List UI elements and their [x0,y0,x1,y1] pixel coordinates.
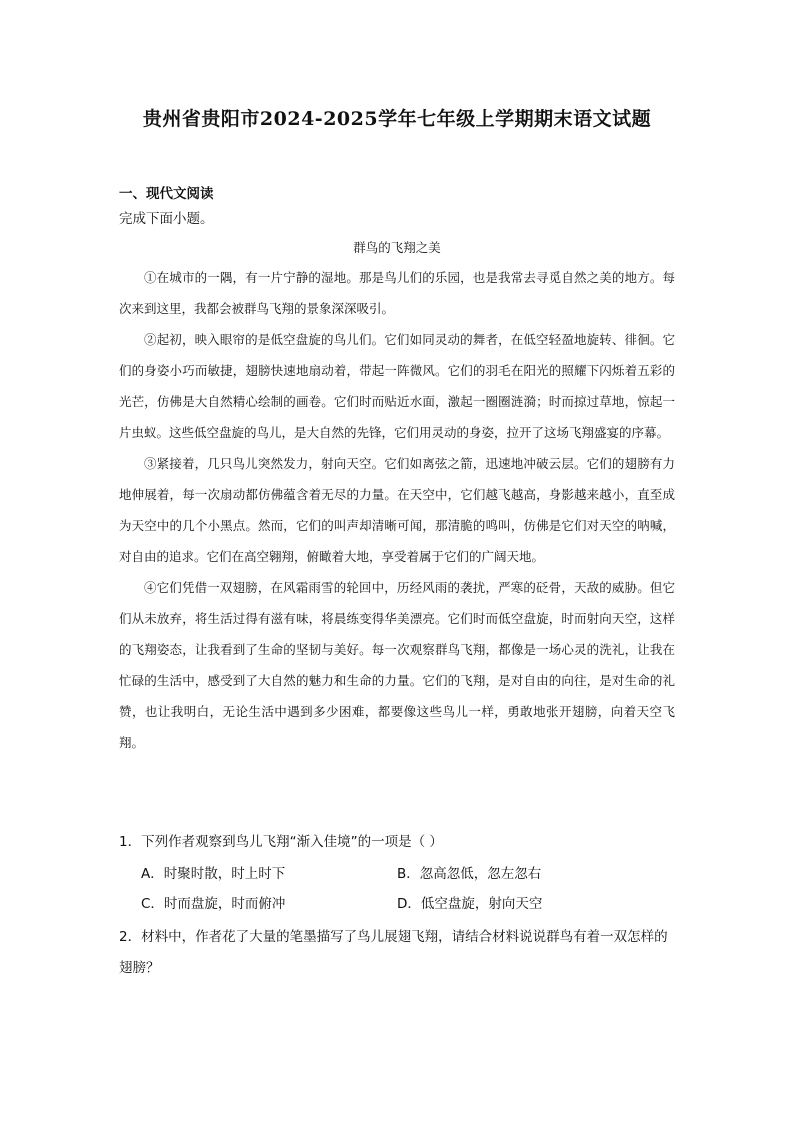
question-1-option-c: C．时而盘旋，时而俯冲 [141,896,286,912]
question-1-option-b: B．忽高忽低，忽左忽右 [397,866,542,882]
question-1-option-a: A．时聚时散，时上时下 [141,866,286,882]
article-body [119,262,675,758]
question-2-stem: 2．材料中，作者花了大量的笔墨描写了鸟儿展翅飞翔，请结合材料说说群鸟有着一双怎样的翅膀？ [119,929,668,976]
article-title: 群鸟的飞翔之美 [353,240,441,255]
article-paragraph-1: ①在城市的一隅，有一片宁静的湿地。那是鸟儿们的乐园，也是我常去寻觅自然之美的地方。每次来到这里，我都会被群鸟飞翔的景象深深吸引。 [119,270,675,316]
page-title: 贵州省贵阳市2024-2025学年七年级上学期期末语文试题 [142,108,652,130]
question-1-option-d: D．低空盘旋，射向天空 [397,896,543,912]
article-paragraph-2: ②起初，映入眼帘的是低空盘旋的鸟儿们。它们如同灵动的舞者，在低空轻盈地旋转、徘徊。它们的身姿小巧而敏捷，翅膀快速地扇动着，带起一阵微风。它们的羽毛在阳光的照耀下闪烁着五彩的光芒，仿佛是大自然精心绘制的画卷。它们时而贴近水面，激起一圈圈涟漪；时而掠过草地，惊起一片虫蚁。这些低空盘旋的鸟儿，是大自然的先锋，它们用灵动的身姿，拉开了这场飞翔盛宴的序幕。 [119,332,675,440]
article-paragraph-3: ③紧接着，几只鸟儿突然发力，射向天空。它们如离弦之箭，迅速地冲破云层。它们的翅膀有力地伸展着，每一次扇动都仿佛蕴含着无尽的力量。在天空中，它们越飞越高，身影越来越小，直至成为天空中的几个小黑点。然而，它们的叫声却清晰可闻，那清脆的鸣叫，仿佛是它们对天空的呐喊，对自由的追求。它们在高空翱翔，俯瞰着大地，享受着属于它们的广阔天地。 [119,456,675,564]
section-heading: 一、现代文阅读 [119,186,214,202]
instruction-text: 完成下面小题。 [119,211,214,227]
question-1-stem: 1．下列作者观察到鸟儿飞翔“渐入佳境”的一项是（ ） [119,834,443,850]
article-paragraph-4: ④它们凭借一双翅膀，在风霜雨雪的轮回中，历经风雨的袭扰，严寒的砭骨，天敌的威胁。但它们从未放弃，将生活过得有滋有味，将晨练变得华美漂亮。它们时而低空盘旋，时而射向天空，这样的飞翔姿态，让我看到了生命的坚韧与美好。每一次观察群鸟飞翔，都像是一场心灵的洗礼，让我在忙碌的生活中，感受到了大自然的魅力和生命的力量。它们的飞翔，是对自由的向往，是对生命的礼赞，也让我明白，无论生活中遇到多少困难，都要像这些鸟儿一样，勇敢地张开翅膀，向着天空飞翔。 [119,580,675,750]
